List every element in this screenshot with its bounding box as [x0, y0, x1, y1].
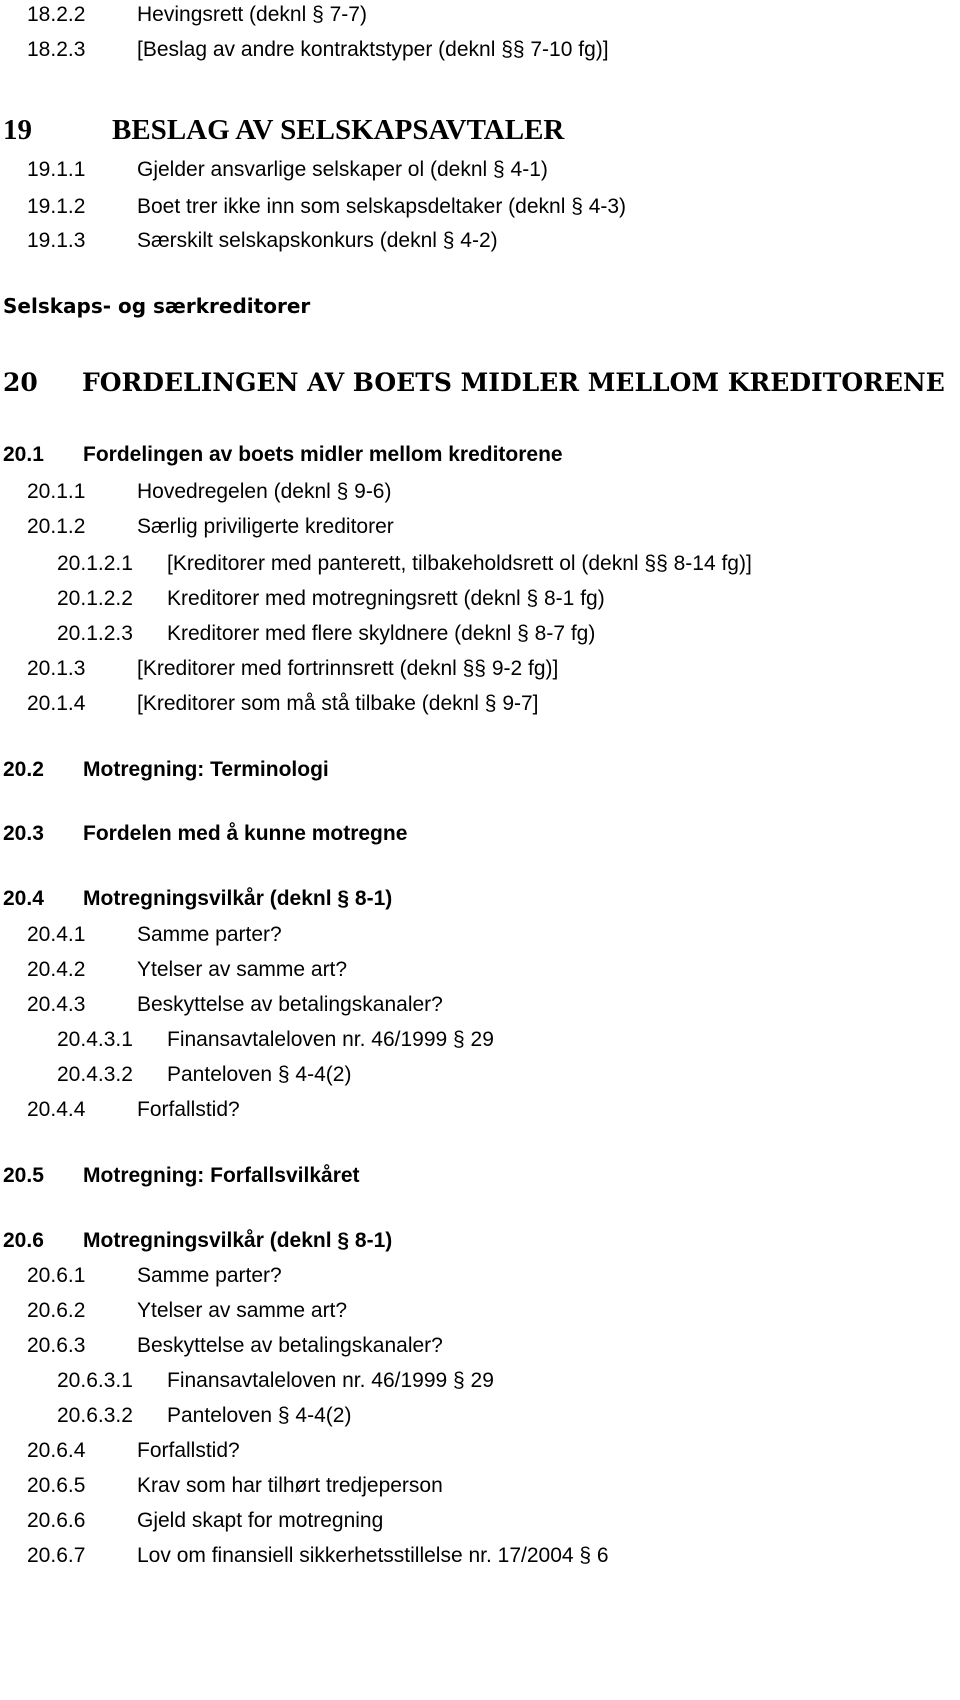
toc-title: [Beslag av andre kontraktstyper (deknl §§ 7-10 fg)] — [137, 38, 609, 61]
toc-number: 20.4.2 — [27, 958, 86, 981]
toc-number: 19.1.2 — [27, 195, 86, 218]
toc-title: Panteloven § 4-4(2) — [167, 1063, 352, 1086]
toc-number: 20.6.2 — [27, 1299, 86, 1322]
toc-title: Motregning: Terminologi — [83, 758, 329, 781]
toc-number: 20.6 — [3, 1229, 44, 1252]
toc-number: 20.1 — [3, 443, 44, 466]
toc-title: Hovedregelen (deknl § 9-6) — [137, 480, 392, 503]
toc-number: 20.6.7 — [27, 1544, 86, 1567]
toc-title: Beskyttelse av betalingskanaler? — [137, 993, 443, 1016]
toc-title: Særskilt selskapskonkurs (deknl § 4-2) — [137, 229, 498, 252]
toc-title: Fordelen med å kunne motregne — [83, 822, 408, 845]
toc-title: [Kreditorer med fortrinnsrett (deknl §§ 9-2 fg)] — [137, 657, 559, 680]
toc-title: Kreditorer med motregningsrett (deknl § 8-1 fg) — [167, 587, 605, 610]
toc-number: 20.1.3 — [27, 657, 86, 680]
toc-number: 20 — [3, 368, 38, 397]
toc-title: Motregningsvilkår (deknl § 8-1) — [83, 887, 393, 910]
toc-title: Samme parter? — [137, 923, 282, 946]
toc-title: Ytelser av samme art? — [137, 1299, 348, 1322]
toc-number: 20.3 — [3, 822, 44, 845]
toc-number: 19.1.1 — [27, 158, 86, 181]
toc-number: 20.6.6 — [27, 1509, 86, 1532]
toc-title: Fordelingen av boets midler mellom kreditorene — [83, 443, 563, 466]
toc-number: 20.4 — [3, 887, 44, 910]
toc-number: 18.2.2 — [27, 3, 86, 26]
toc-title: Gjelder ansvarlige selskaper ol (deknl § 4-1) — [137, 158, 548, 181]
toc-title: Panteloven § 4-4(2) — [167, 1404, 352, 1427]
toc-title: Motregningsvilkår (deknl § 8-1) — [83, 1229, 393, 1252]
toc-title: FORDELINGEN AV BOETS MIDLER MELLOM KREDITORENE — [82, 368, 945, 397]
toc-number: 20.6.1 — [27, 1264, 86, 1287]
toc-title: Ytelser av samme art? — [137, 958, 348, 981]
toc-number: 19 — [3, 114, 32, 146]
toc-title: Selskaps- og særkreditorer — [3, 294, 311, 318]
toc-title: Beskyttelse av betalingskanaler? — [137, 1334, 443, 1357]
toc-title: Forfallstid? — [137, 1098, 240, 1121]
toc-title: Hevingsrett (deknl § 7-7) — [137, 3, 367, 26]
toc-number: 20.1.2 — [27, 515, 86, 538]
toc-title: Forfallstid? — [137, 1439, 240, 1462]
toc-number: 20.5 — [3, 1164, 44, 1187]
toc-title: [Kreditorer med panterett, tilbakeholdsrett ol (deknl §§ 8-14 fg)] — [167, 552, 752, 575]
toc-number: 20.4.4 — [27, 1098, 86, 1121]
toc-title: Samme parter? — [137, 1264, 282, 1287]
toc-number: 20.6.3.1 — [57, 1369, 133, 1392]
toc-number: 20.1.2.3 — [57, 622, 133, 645]
toc-title: Finansavtaleloven nr. 46/1999 § 29 — [167, 1028, 494, 1051]
toc-title: Gjeld skapt for motregning — [137, 1509, 384, 1532]
toc-title: Boet trer ikke inn som selskapsdeltaker (deknl § 4-3) — [137, 195, 627, 218]
toc-number: 20.1.4 — [27, 692, 86, 715]
toc-number: 20.4.3.1 — [57, 1028, 133, 1051]
toc-number: 20.6.5 — [27, 1474, 86, 1497]
toc-number: 20.1.1 — [27, 480, 86, 503]
toc-number: 20.4.3 — [27, 993, 86, 1016]
toc-title: BESLAG AV SELSKAPSAVTALER — [112, 114, 565, 146]
toc-title: Krav som har tilhørt tredjeperson — [137, 1474, 443, 1497]
toc-number: 20.4.1 — [27, 923, 86, 946]
toc-number: 20.6.3 — [27, 1334, 86, 1357]
toc-title: Særlig priviligerte kreditorer — [137, 515, 394, 538]
toc-number: 20.2 — [3, 758, 44, 781]
toc-title: Finansavtaleloven nr. 46/1999 § 29 — [167, 1369, 494, 1392]
toc-number: 20.6.3.2 — [57, 1404, 133, 1427]
toc-number: 19.1.3 — [27, 229, 86, 252]
toc-number: 20.4.3.2 — [57, 1063, 133, 1086]
toc-number: 20.1.2.2 — [57, 587, 133, 610]
toc-title: Lov om finansiell sikkerhetsstillelse nr. 17/2004 § 6 — [137, 1544, 609, 1567]
toc-number: 20.1.2.1 — [57, 552, 133, 575]
toc-title: Kreditorer med flere skyldnere (deknl § 8-7 fg) — [167, 622, 596, 645]
toc-number: 20.6.4 — [27, 1439, 86, 1462]
toc-number: 18.2.3 — [27, 38, 86, 61]
toc-title: [Kreditorer som må stå tilbake (deknl § 9-7] — [137, 692, 539, 715]
toc-title: Motregning: Forfallsvilkåret — [83, 1164, 360, 1187]
